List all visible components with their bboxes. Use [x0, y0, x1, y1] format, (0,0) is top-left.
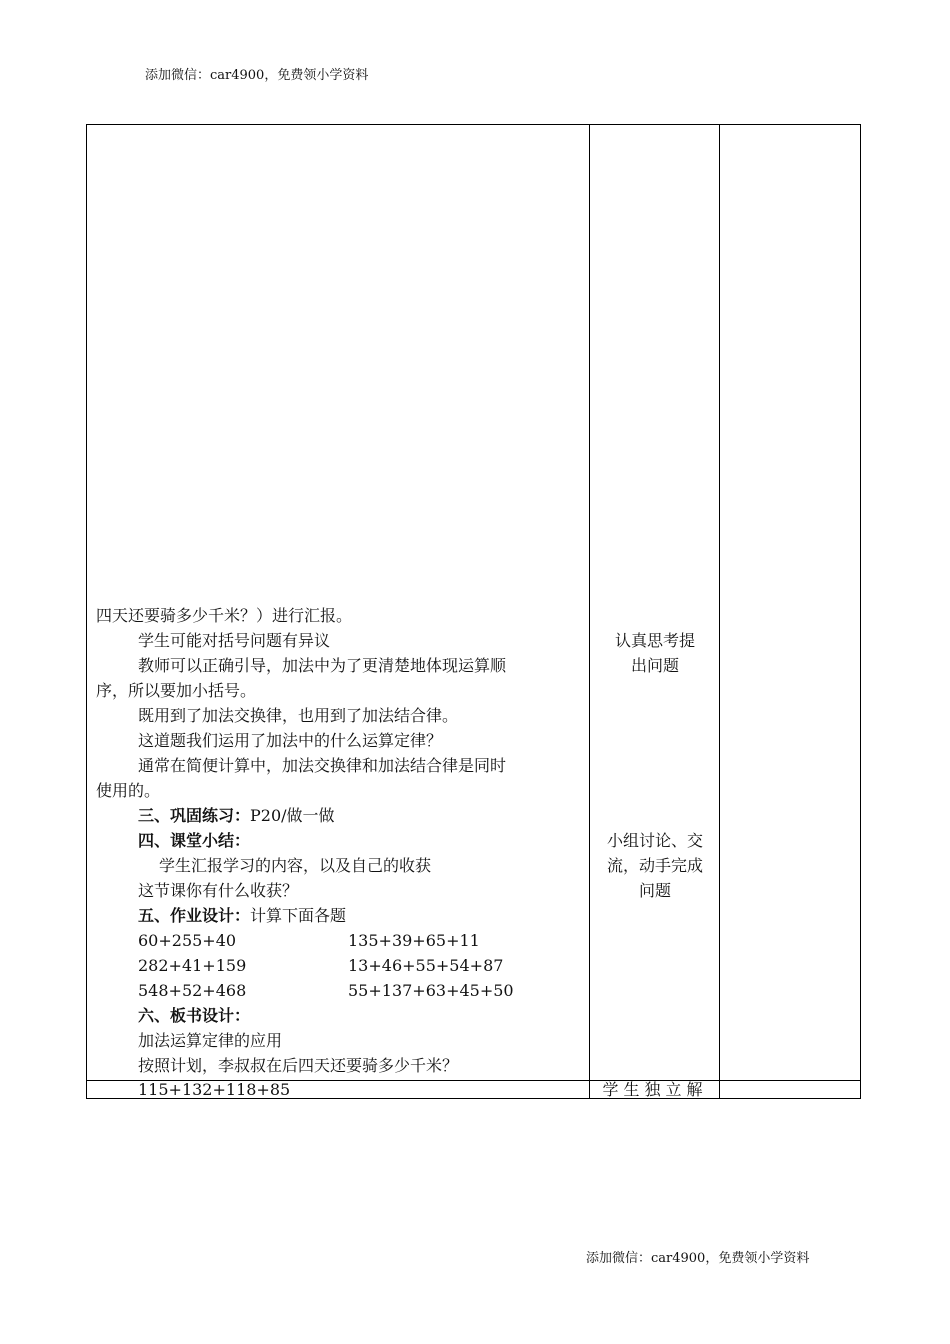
exercise-row	[96, 978, 588, 1003]
text-line: 按照计划，李叔叔在后四天还要骑多少千米？	[138, 1056, 459, 1075]
footer-note: 添加微信：car4900，免费领小学资料	[586, 1251, 810, 1266]
section-heading: 三、巩固练习：	[138, 806, 251, 825]
text-line: 既用到了加法交换律，也用到了加法结合律。	[138, 706, 459, 725]
text-line: 小组讨论、交	[606, 831, 703, 850]
header-note: 添加微信：car4900，免费领小学资料	[145, 68, 369, 83]
text-line: 学生汇报学习的内容，以及自己的收获	[159, 856, 432, 875]
section-heading: 四、课堂小结：	[138, 831, 251, 850]
text-line: 学生可能对括号问题有异议	[138, 631, 331, 650]
text-line: 流，动手完成	[606, 856, 703, 875]
section-practice	[96, 803, 588, 828]
exercise-expression: 282+41+159	[138, 956, 247, 975]
lesson-table	[86, 124, 861, 1099]
exercise-row	[96, 928, 588, 953]
section-heading: 六、板书设计：	[138, 1006, 251, 1025]
text-line: 四天还要骑多少千米？）进行汇报。	[96, 606, 353, 625]
exercise-expression: 135+39+65+11	[348, 931, 480, 950]
section-homework	[96, 903, 588, 928]
column-divider	[719, 125, 720, 1098]
exercise-expression: 55+137+63+45+50	[348, 981, 514, 1000]
text-line: 使用的。	[96, 781, 161, 800]
text-line: 加法运算定律的应用	[138, 1031, 283, 1050]
text-line: 通常在简便计算中，加法交换律和加法结合律是同时	[138, 756, 507, 775]
exercise-expression: 13+46+55+54+87	[348, 956, 504, 975]
student-activity-note: 学生独立解	[602, 1080, 708, 1099]
text-line: 教师可以正确引导，加法中为了更清楚地体现运算顺	[138, 656, 507, 675]
exercise-expression: 548+52+468	[138, 981, 247, 1000]
exercise-row	[96, 953, 588, 978]
teaching-process-cell	[96, 603, 588, 1102]
student-activity-note	[591, 628, 719, 678]
column-divider	[589, 125, 590, 1098]
text-line: 出问题	[630, 656, 679, 675]
text-line: 这节课你有什么收获？	[138, 881, 299, 900]
section-text: 计算下面各题	[250, 906, 347, 925]
text-line: 这道题我们运用了加法中的什么运算定律？	[138, 731, 443, 750]
section-text: P20/做一做	[250, 806, 335, 825]
exercise-expression: 60+255+40	[138, 931, 237, 950]
section-heading: 五、作业设计：	[138, 906, 251, 925]
text-line: 认真思考提	[614, 631, 695, 650]
text-line: 115+132+118+85	[138, 1080, 291, 1099]
student-activity-note	[591, 828, 719, 903]
text-line: 序，所以要加小括号。	[96, 681, 257, 700]
text-line: 问题	[638, 881, 671, 900]
